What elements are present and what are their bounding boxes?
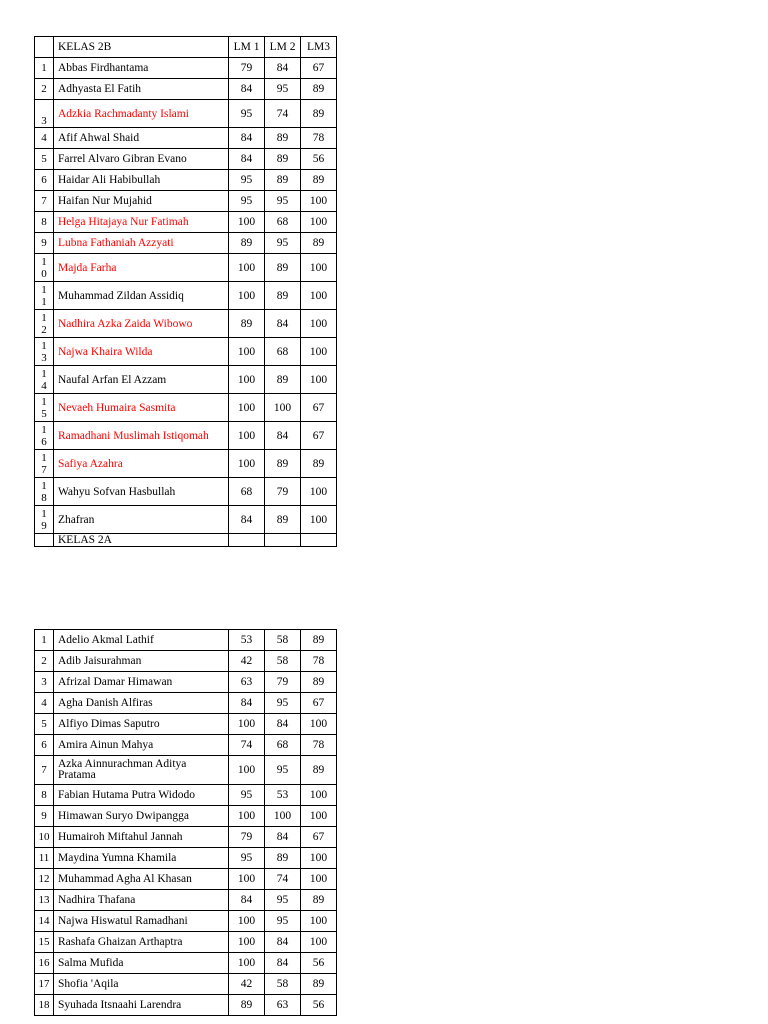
score-lm3: 100 — [301, 869, 337, 890]
row-number-text: 1 3 — [41, 339, 47, 364]
score-lm1: 95 — [229, 100, 265, 128]
score-lm3: 100 — [301, 254, 337, 282]
score-lm3: 56 — [301, 953, 337, 974]
table-row — [35, 58, 337, 79]
table-row — [35, 478, 337, 506]
student-name: Adhyasta El Fatih — [54, 79, 229, 100]
score-lm3: 89 — [301, 233, 337, 254]
row-number — [35, 450, 54, 478]
student-name: Wahyu Sofvan Hasbullah — [54, 478, 229, 506]
student-name: Agha Danish Alfiras — [54, 693, 229, 714]
table-row — [35, 693, 337, 714]
class-label-kelas-2a: KELAS 2A — [54, 534, 229, 547]
table-row — [35, 651, 337, 672]
row-number-text: 1 4 — [41, 367, 47, 392]
table-row — [35, 932, 337, 953]
header-lm1: LM 1 — [229, 37, 265, 58]
empty-cell — [301, 534, 337, 547]
score-lm1: 95 — [229, 848, 265, 869]
empty-cell — [229, 534, 265, 547]
score-lm1: 53 — [229, 630, 265, 651]
student-name: Abbas Firdhantama — [54, 58, 229, 79]
row-number — [35, 394, 54, 422]
score-lm2: 79 — [265, 672, 301, 693]
student-name: Himawan Suryo Dwipangga — [54, 806, 229, 827]
score-lm2: 100 — [265, 394, 301, 422]
score-lm3: 89 — [301, 974, 337, 995]
row-number: 8 — [35, 785, 54, 806]
score-lm1: 84 — [229, 79, 265, 100]
score-lm1: 95 — [229, 785, 265, 806]
table-row — [35, 128, 337, 149]
score-lm2: 95 — [265, 233, 301, 254]
score-lm2: 74 — [265, 100, 301, 128]
score-lm2: 84 — [265, 827, 301, 848]
grade-table-kelas-2b — [34, 36, 337, 547]
row-number: 8 — [35, 212, 54, 233]
table-row — [35, 338, 337, 366]
student-name: Nadhira Thafana — [54, 890, 229, 911]
score-lm2: 89 — [265, 282, 301, 310]
score-lm3: 78 — [301, 735, 337, 756]
score-lm1: 79 — [229, 827, 265, 848]
table-row — [35, 630, 337, 651]
student-name: Amira Ainun Mahya — [54, 735, 229, 756]
score-lm1: 68 — [229, 478, 265, 506]
score-lm1: 100 — [229, 254, 265, 282]
score-lm1: 100 — [229, 756, 265, 785]
grade-table-kelas-2a — [34, 629, 337, 1016]
score-lm2: 84 — [265, 58, 301, 79]
score-lm3: 100 — [301, 310, 337, 338]
table-row — [35, 806, 337, 827]
row-number-text: 1 5 — [41, 395, 47, 420]
row-number-text: 1 8 — [41, 479, 47, 504]
row-number: 10 — [35, 827, 54, 848]
score-lm2: 89 — [265, 170, 301, 191]
row-number — [35, 282, 54, 310]
score-lm2: 53 — [265, 785, 301, 806]
table-row — [35, 79, 337, 100]
row-number: 2 — [35, 79, 54, 100]
student-name: Ramadhani Muslimah Istiqomah — [54, 422, 229, 450]
table-row — [35, 233, 337, 254]
table-row — [35, 282, 337, 310]
header-lm2: LM 2 — [265, 37, 301, 58]
score-lm1: 100 — [229, 450, 265, 478]
score-lm3: 100 — [301, 191, 337, 212]
score-lm3: 100 — [301, 282, 337, 310]
score-lm3: 100 — [301, 338, 337, 366]
row-number — [35, 506, 54, 534]
table-row — [35, 366, 337, 394]
row-number: 13 — [35, 890, 54, 911]
score-lm3: 100 — [301, 506, 337, 534]
row-number: 3 — [35, 100, 54, 128]
score-lm3: 78 — [301, 651, 337, 672]
score-lm1: 79 — [229, 58, 265, 79]
score-lm3: 56 — [301, 995, 337, 1016]
score-lm2: 100 — [265, 806, 301, 827]
row-number: 7 — [35, 191, 54, 212]
score-lm3: 89 — [301, 630, 337, 651]
score-lm3: 67 — [301, 394, 337, 422]
row-number: 17 — [35, 974, 54, 995]
table-row — [35, 869, 337, 890]
score-lm1: 84 — [229, 890, 265, 911]
table-row — [35, 212, 337, 233]
row-number: 16 — [35, 953, 54, 974]
row-number: 1 — [35, 630, 54, 651]
score-lm1: 95 — [229, 191, 265, 212]
row-number: 11 — [35, 848, 54, 869]
table-row — [35, 735, 337, 756]
table-row — [35, 995, 337, 1016]
score-lm1: 100 — [229, 714, 265, 735]
score-lm3: 67 — [301, 422, 337, 450]
score-lm2: 74 — [265, 869, 301, 890]
score-lm2: 84 — [265, 310, 301, 338]
score-lm2: 84 — [265, 953, 301, 974]
table-row — [35, 785, 337, 806]
table-row — [35, 450, 337, 478]
row-number: 3 — [35, 672, 54, 693]
student-name: Rashafa Ghaizan Arthaptra — [54, 932, 229, 953]
score-lm2: 68 — [265, 212, 301, 233]
row-number: 6 — [35, 170, 54, 191]
student-name: Afif Ahwal Shaid — [54, 128, 229, 149]
score-lm1: 100 — [229, 911, 265, 932]
student-name: Nadhira Azka Zaida Wibowo — [54, 310, 229, 338]
score-lm2: 95 — [265, 911, 301, 932]
student-name: Azka Ainnurachman Aditya Pratama — [54, 756, 229, 785]
score-lm1: 89 — [229, 310, 265, 338]
score-lm3: 100 — [301, 911, 337, 932]
row-number — [35, 478, 54, 506]
row-number — [35, 366, 54, 394]
score-lm2: 89 — [265, 149, 301, 170]
student-name: Salma Mufida — [54, 953, 229, 974]
score-lm3: 67 — [301, 827, 337, 848]
table-row — [35, 310, 337, 338]
score-lm2: 89 — [265, 254, 301, 282]
score-lm1: 100 — [229, 394, 265, 422]
row-number — [35, 338, 54, 366]
score-lm2: 89 — [265, 128, 301, 149]
score-lm3: 89 — [301, 170, 337, 191]
score-lm2: 89 — [265, 848, 301, 869]
table-row — [35, 756, 337, 785]
row-number: 15 — [35, 932, 54, 953]
row-number: 4 — [35, 693, 54, 714]
student-name: Haidar Ali Habibullah — [54, 170, 229, 191]
score-lm3: 100 — [301, 714, 337, 735]
score-lm2: 84 — [265, 422, 301, 450]
row-number: 9 — [35, 233, 54, 254]
row-number-text: 1 0 — [41, 255, 47, 280]
student-name: Adzkia Rachmadanty Islami — [54, 100, 229, 128]
score-lm2: 84 — [265, 714, 301, 735]
score-lm3: 89 — [301, 756, 337, 785]
score-lm2: 95 — [265, 191, 301, 212]
score-lm1: 84 — [229, 506, 265, 534]
row-number: 5 — [35, 714, 54, 735]
table-row — [35, 254, 337, 282]
student-name: Muhammad Zildan Assidiq — [54, 282, 229, 310]
score-lm2: 95 — [265, 756, 301, 785]
score-lm3: 100 — [301, 932, 337, 953]
score-lm1: 100 — [229, 932, 265, 953]
score-lm1: 95 — [229, 170, 265, 191]
score-lm1: 100 — [229, 212, 265, 233]
student-name: Safiya Azahra — [54, 450, 229, 478]
student-name: Humairoh Miftahul Jannah — [54, 827, 229, 848]
table-row — [35, 974, 337, 995]
score-lm3: 89 — [301, 672, 337, 693]
class-label-row — [35, 534, 337, 547]
score-lm1: 100 — [229, 366, 265, 394]
score-lm2: 84 — [265, 932, 301, 953]
score-lm1: 100 — [229, 282, 265, 310]
row-number: 12 — [35, 869, 54, 890]
table-row — [35, 191, 337, 212]
student-name: Najwa Hiswatul Ramadhani — [54, 911, 229, 932]
row-number — [35, 422, 54, 450]
score-lm1: 42 — [229, 974, 265, 995]
score-lm2: 89 — [265, 506, 301, 534]
score-lm2: 68 — [265, 735, 301, 756]
student-name: Farrel Alvaro Gibran Evano — [54, 149, 229, 170]
header-no-cell — [35, 37, 54, 58]
row-number-text: 1 9 — [41, 507, 47, 532]
student-name: Helga Hitajaya Nur Fatimah — [54, 212, 229, 233]
score-lm3: 78 — [301, 128, 337, 149]
row-number: 6 — [35, 735, 54, 756]
score-lm2: 89 — [265, 366, 301, 394]
table-row — [35, 953, 337, 974]
student-name: Haifan Nur Mujahid — [54, 191, 229, 212]
score-lm1: 100 — [229, 422, 265, 450]
class-label-kelas-2b: KELAS 2B — [54, 37, 229, 58]
score-lm1: 84 — [229, 149, 265, 170]
score-lm1: 100 — [229, 953, 265, 974]
score-lm3: 89 — [301, 100, 337, 128]
score-lm3: 100 — [301, 848, 337, 869]
student-name: Afrizal Damar Himawan — [54, 672, 229, 693]
table-row — [35, 714, 337, 735]
score-lm1: 100 — [229, 806, 265, 827]
table-row — [35, 848, 337, 869]
score-lm3: 100 — [301, 785, 337, 806]
score-lm3: 56 — [301, 149, 337, 170]
row-number: 4 — [35, 128, 54, 149]
student-name: Adelio Akmal Lathif — [54, 630, 229, 651]
student-name: Zhafran — [54, 506, 229, 534]
score-lm2: 95 — [265, 79, 301, 100]
student-name: Fabian Hutama Putra Widodo — [54, 785, 229, 806]
student-name: Maydina Yumna Khamila — [54, 848, 229, 869]
score-lm2: 58 — [265, 630, 301, 651]
row-number-text: 1 6 — [41, 423, 47, 448]
table-row — [35, 911, 337, 932]
score-lm3: 100 — [301, 806, 337, 827]
student-name: Alfiyo Dimas Saputro — [54, 714, 229, 735]
student-name: Shofia 'Aqila — [54, 974, 229, 995]
table-row — [35, 827, 337, 848]
student-name: Lubna Fathaniah Azzyati — [54, 233, 229, 254]
empty-cell — [35, 534, 54, 547]
table-row — [35, 506, 337, 534]
score-lm1: 100 — [229, 338, 265, 366]
student-name: Muhammad Agha Al Khasan — [54, 869, 229, 890]
score-lm3: 100 — [301, 366, 337, 394]
row-number — [35, 310, 54, 338]
row-number-text: 1 7 — [41, 451, 47, 476]
table-row — [35, 890, 337, 911]
student-name: Najwa Khaira Wilda — [54, 338, 229, 366]
student-name: Syuhada Itsnaahi Larendra — [54, 995, 229, 1016]
score-lm2: 68 — [265, 338, 301, 366]
score-lm1: 84 — [229, 693, 265, 714]
score-lm3: 100 — [301, 478, 337, 506]
score-lm1: 63 — [229, 672, 265, 693]
score-lm3: 89 — [301, 450, 337, 478]
score-lm2: 89 — [265, 450, 301, 478]
table-row — [35, 422, 337, 450]
row-number-text: 1 1 — [41, 283, 47, 308]
row-number: 9 — [35, 806, 54, 827]
row-number: 5 — [35, 149, 54, 170]
row-number: 14 — [35, 911, 54, 932]
table-row — [35, 170, 337, 191]
score-lm1: 84 — [229, 128, 265, 149]
table-row — [35, 672, 337, 693]
score-lm1: 89 — [229, 995, 265, 1016]
table-header-row — [35, 37, 337, 58]
table-row — [35, 100, 337, 128]
empty-cell — [265, 534, 301, 547]
score-lm2: 95 — [265, 693, 301, 714]
row-number — [35, 254, 54, 282]
table-row — [35, 149, 337, 170]
header-lm3: LM3 — [301, 37, 337, 58]
row-number: 7 — [35, 756, 54, 785]
score-lm2: 95 — [265, 890, 301, 911]
row-number: 18 — [35, 995, 54, 1016]
score-lm1: 42 — [229, 651, 265, 672]
student-name: Naufal Arfan El Azzam — [54, 366, 229, 394]
score-lm1: 100 — [229, 869, 265, 890]
row-number-text: 1 2 — [41, 311, 47, 336]
score-lm3: 100 — [301, 212, 337, 233]
score-lm1: 89 — [229, 233, 265, 254]
score-lm1: 74 — [229, 735, 265, 756]
score-lm2: 58 — [265, 974, 301, 995]
score-lm2: 79 — [265, 478, 301, 506]
score-lm2: 63 — [265, 995, 301, 1016]
score-lm2: 58 — [265, 651, 301, 672]
score-lm3: 67 — [301, 58, 337, 79]
student-name: Majda Farha — [54, 254, 229, 282]
student-name: Nevaeh Humaira Sasmita — [54, 394, 229, 422]
row-number: 2 — [35, 651, 54, 672]
score-lm3: 89 — [301, 890, 337, 911]
row-number: 1 — [35, 58, 54, 79]
student-name: Adib Jaisurahman — [54, 651, 229, 672]
score-lm3: 67 — [301, 693, 337, 714]
score-lm3: 89 — [301, 79, 337, 100]
table-row — [35, 394, 337, 422]
